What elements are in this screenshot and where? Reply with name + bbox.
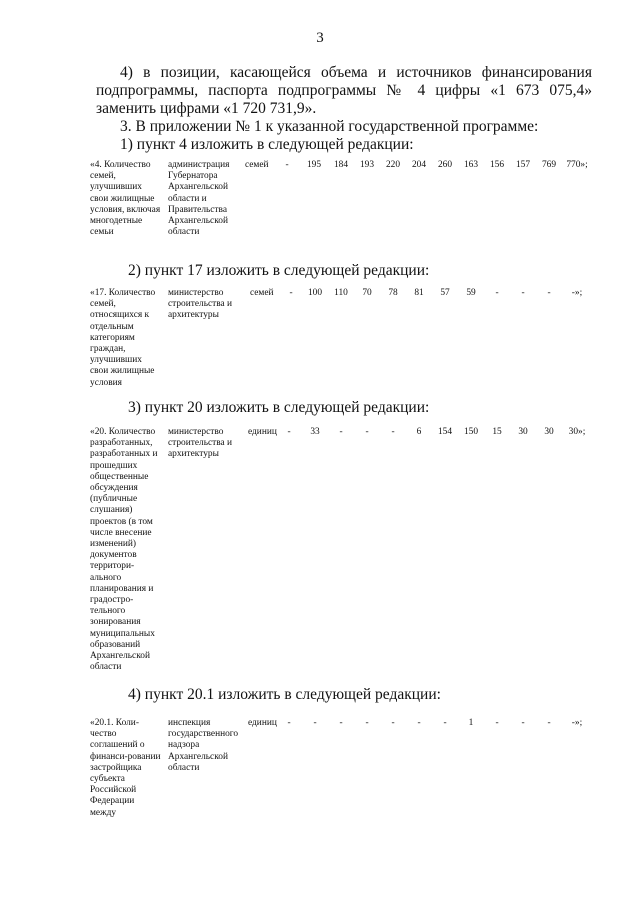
value-cell: 150	[463, 427, 479, 437]
value-cell: -	[391, 427, 395, 437]
value-cell: 154	[437, 427, 453, 437]
sub4-heading: 4) пункт 20.1 изложить в следующей редакции:	[128, 686, 441, 703]
value-cell: 204	[411, 160, 427, 170]
value-cell: -	[495, 288, 499, 298]
value-cell: 220	[385, 160, 401, 170]
value-cell: -	[339, 718, 343, 728]
value-cell: -	[417, 718, 421, 728]
value-cell: 6	[416, 427, 422, 437]
row-executor: министерство строительства и архитектуры	[168, 427, 233, 460]
value-cell: 1	[468, 718, 474, 728]
row-unit: единиц	[248, 427, 277, 437]
row-executor: администрация Губернатора Архангельской области и Правительства Архангельской области	[168, 160, 230, 238]
value-cell: 30	[518, 427, 528, 437]
value-cell: -	[289, 288, 293, 298]
value-cell: -	[365, 718, 369, 728]
item-3-heading: 3. В приложении № 1 к указанной государственной программе:	[120, 118, 539, 135]
value-cell: 81	[414, 288, 424, 298]
sub2-heading: 2) пункт 17 изложить в следующей редакции:	[128, 262, 430, 279]
value-cell: 156	[489, 160, 505, 170]
value-cell: 195	[306, 160, 322, 170]
value-cell: 157	[515, 160, 531, 170]
sub3-heading: 3) пункт 20 изложить в следующей редакции:	[128, 399, 430, 416]
value-cell: -	[547, 288, 551, 298]
row-name: «4. Количество семей, улучшивших свои жилищные условия, включая многодетные семьи	[90, 160, 161, 238]
value-cell: -	[521, 718, 525, 728]
row-name: «20.1. Коли-чество соглашений о финанси-ровании застройщика субъекта Российской Федерации между	[90, 718, 161, 818]
value-cell: -	[287, 718, 291, 728]
value-cell: -	[391, 718, 395, 728]
row-executor: инспекция государственного надзора Архангельской области	[168, 718, 239, 773]
value-cell: -	[365, 427, 369, 437]
value-cell: 30»;	[568, 427, 586, 437]
value-cell: 33	[310, 427, 320, 437]
row-unit: единиц	[248, 718, 277, 728]
row-executor: министерство строительства и архитектуры	[168, 288, 233, 321]
value-cell: 100	[307, 288, 323, 298]
value-cell: 15	[492, 427, 502, 437]
value-cell: 184	[333, 160, 349, 170]
value-cell: -	[287, 427, 291, 437]
paragraph-4: 4) в позиции, касающейся объема и источников финансирования подпрограммы, паспорта подпрограммы № 4 цифры «1 673 075,4» заменить цифрами «1 720 731,9».	[96, 64, 592, 117]
value-cell: -»;	[571, 288, 583, 298]
value-cell: 70	[362, 288, 372, 298]
row-unit: семей	[250, 288, 274, 298]
value-cell: 110	[334, 288, 348, 298]
value-cell: -	[547, 718, 551, 728]
value-cell: 30	[544, 427, 554, 437]
sub1-heading: 1) пункт 4 изложить в следующей редакции:	[120, 136, 414, 153]
value-cell: 260	[437, 160, 453, 170]
value-cell: -»;	[571, 718, 583, 728]
value-cell: 193	[359, 160, 375, 170]
value-cell: -	[339, 427, 343, 437]
page-number: 3	[316, 30, 324, 46]
value-cell: -	[285, 160, 289, 170]
value-cell: -	[521, 288, 525, 298]
value-cell: -	[443, 718, 447, 728]
value-cell: -	[495, 718, 499, 728]
value-cell: -	[313, 718, 317, 728]
value-cell: 769	[541, 160, 557, 170]
value-cell: 59	[466, 288, 476, 298]
row-name: «17. Количество семей, относящихся к отдельным категориям граждан, улучшивших свои жилищные условия	[90, 288, 156, 388]
value-cell: 770»;	[566, 160, 588, 170]
value-cell: 57	[440, 288, 450, 298]
row-name: «20. Количество разработанных, разработанных и прошедших общественные обсуждения (публичные слушания) проектов (в том числе внесение изменений) документов территори-ального планирования и градостро-тельного зонирования муниципальных образований Архангельской области	[90, 427, 158, 673]
value-cell: 78	[388, 288, 398, 298]
value-cell: 163	[463, 160, 479, 170]
row-unit: семей	[245, 160, 269, 170]
